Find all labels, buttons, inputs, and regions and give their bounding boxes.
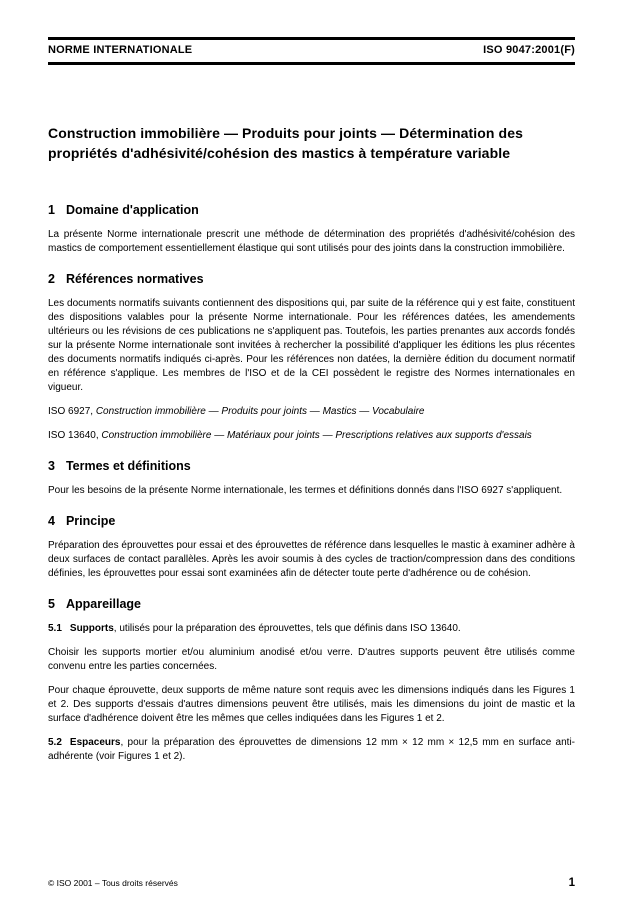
section-2-paragraph: Les documents normatifs suivants contiennent des dispositions qui, par suite de la référence qui y est faite, constituent des dispositions valables pour la présente Norme internationale. Pour les références datées, les amendements ultérieurs ou les révisions de ces publications ne s'appliquent pas. Toutefois, les parties prenantes aux accords fondés sur la présente Norme internationale sont invitées à rechercher la possibilité d'appliquer les éditions les plus récentes des documents normatifs indiqués ci-après. Pour les références non datées, la dernière édition du document normatif en référence s'applique. Les membres de l'ISO et de la CEI possèdent le registre des Normes internationales en vigueur.: [48, 298, 575, 393]
document-page: [0, 37, 618, 913]
page-number: 1: [568, 877, 575, 889]
clause-5-2-text: , pour la préparation des éprouvettes de dimensions 12 mm × 12 mm × 12,5 mm en surface anti-adhérente (voir Figures 1 et 2).: [48, 737, 575, 762]
document-footer: [48, 877, 575, 889]
copyright-notice: © ISO 2001 – Tous droits réservés: [48, 878, 178, 888]
section-3-paragraph: Pour les besoins de la présente Norme internationale, les termes et définitions donnés dans l'ISO 6927 s'appliquent.: [48, 485, 563, 496]
document-header: [48, 37, 575, 65]
section-5-paragraph-supports: Choisir les supports mortier et/ou aluminium anodisé et/ou verre. D'autres supports peuvent être utilisés comme convenu entre les parties concernées.: [48, 647, 575, 672]
section-1-number: 1: [48, 203, 55, 217]
section-termes-definitions: [48, 459, 575, 498]
clause-5-2-term: Espaceurs: [69, 737, 121, 748]
section-references-normatives: [48, 272, 575, 443]
reference-iso-13640-label: ISO 13640,: [48, 430, 102, 441]
reference-iso-13640: [48, 429, 575, 443]
section-2-heading: [48, 272, 575, 287]
clause-5-1-term: Supports: [69, 623, 114, 634]
clause-5-2-number: 5.2: [48, 737, 62, 748]
section-2-number: 2: [48, 272, 55, 286]
section-5-number: 5: [48, 597, 55, 611]
section-5-title: Appareillage: [65, 597, 141, 611]
section-3-heading: [48, 459, 575, 474]
section-1-heading: [48, 203, 575, 218]
header-left-text: NORME INTERNATIONALE: [48, 44, 193, 56]
section-4-title: Principe: [65, 514, 116, 528]
section-domaine-application: [48, 203, 575, 256]
document-title: Construction immobilière — Produits pour joints — Détermination des propriétés d'adhésivité/cohésion des mastics à température variable: [48, 125, 523, 161]
reference-iso-6927-title: Construction immobilière — Produits pour joints — Mastics — Vocabulaire: [95, 406, 425, 417]
clause-5-2: [48, 736, 575, 764]
section-2-title: Références normatives: [65, 272, 204, 286]
section-5-paragraph-dimensions: Pour chaque éprouvette, deux supports de même nature sont requis avec les dimensions indiqués dans les Figures 1 et 2. Des supports d'essais d'autres dimensions peuvent être utilisés, mais les dimensions du joint de mastic et la surface d'adhérence doivent être les mêmes que celles indiquées dans les Figures 1 et 2.: [48, 685, 575, 724]
clause-5-1: [48, 622, 575, 636]
reference-iso-6927: [48, 405, 575, 419]
clause-5-1-text: , utilisés pour la préparation des éprouvettes, tels que définis dans ISO 13640.: [113, 623, 461, 634]
reference-iso-13640-title: Construction immobilière — Matériaux pour joints — Prescriptions relatives aux supports d'essais: [101, 430, 532, 441]
section-4-heading: [48, 514, 575, 529]
section-3-number: 3: [48, 459, 55, 473]
section-1-title: Domaine d'application: [65, 203, 199, 217]
header-right-reference: ISO 9047:2001(F): [483, 44, 575, 56]
section-3-title: Termes et définitions: [65, 459, 191, 473]
section-4-number: 4: [48, 514, 55, 528]
section-appareillage: [48, 597, 575, 764]
section-1-paragraph: La présente Norme internationale prescrit une méthode de détermination des propriétés d'adhésivité/cohésion des mastics de comportement essentiellement élastique qui sont utilisés pour des joints dans la construction immobilière.: [48, 229, 575, 254]
clause-5-1-number: 5.1: [48, 623, 62, 634]
reference-iso-6927-label: ISO 6927,: [48, 406, 96, 417]
section-principe: [48, 514, 575, 581]
section-4-paragraph: Préparation des éprouvettes pour essai et des éprouvettes de référence dans lesquelles le mastic à examiner adhère à deux surfaces de contact parallèles. Après les avoir soumis à des cycles de traction/compression dans des conditions définies, les éprouvettes pour essai sont examinées afin de détecter toute perte d'adhérence ou de cohésion.: [48, 540, 575, 579]
section-5-heading: [48, 597, 575, 612]
